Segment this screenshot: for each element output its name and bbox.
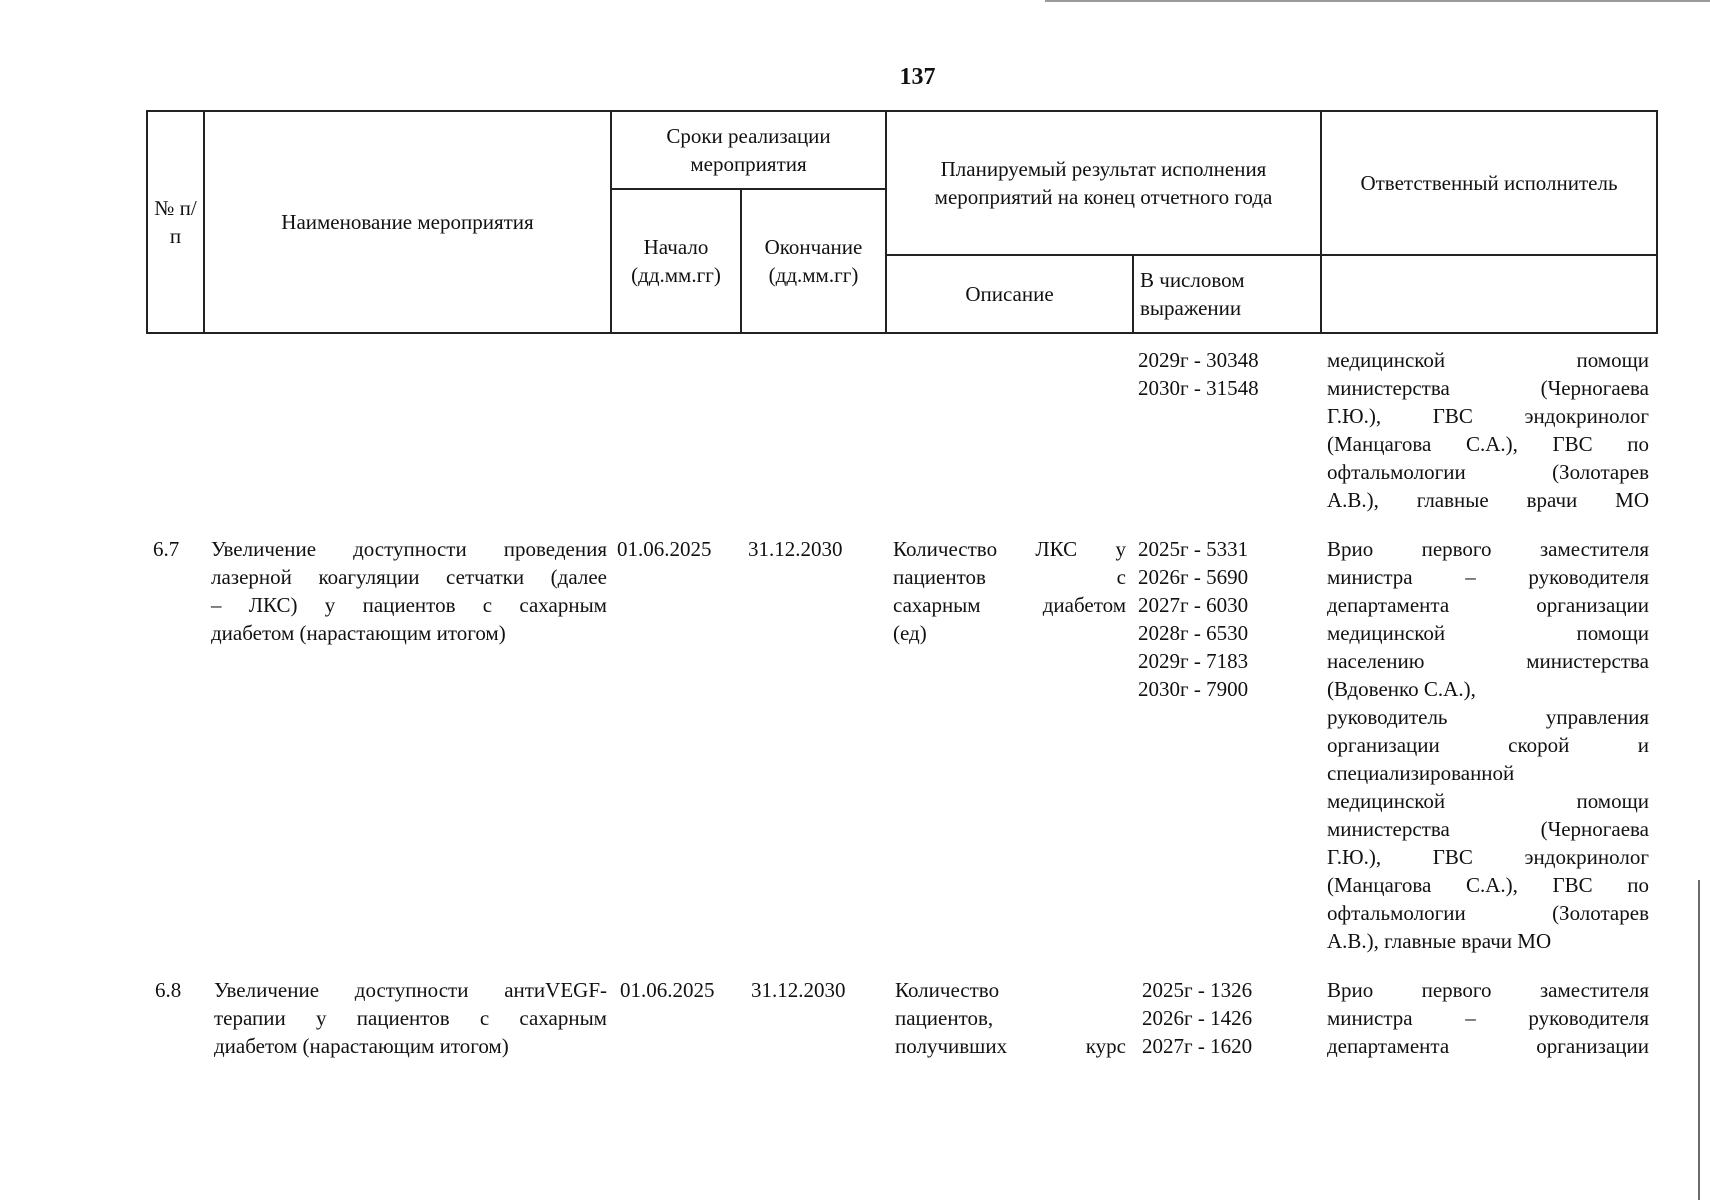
- value-line: 2025г - 5331: [1138, 537, 1249, 561]
- responsible-line: медицинской помощи: [1327, 348, 1649, 372]
- desc-line: пациентов с: [893, 565, 1126, 589]
- continuation-values: [1138, 346, 1259, 402]
- responsible-line: населению министерства: [1327, 649, 1649, 673]
- name-line: диабетом (нарастающим итогом): [211, 621, 506, 645]
- responsible-line: руководитель управления: [1327, 705, 1649, 729]
- continuation-responsible: [1327, 346, 1649, 514]
- value-line: 2026г - 1426: [1142, 1006, 1253, 1030]
- name-line: Увеличение доступности проведения: [211, 537, 607, 561]
- responsible-line: медицинской помощи: [1327, 621, 1649, 645]
- name-line: Увеличение доступности антиVEGF-: [214, 978, 607, 1002]
- desc-line: пациентов,: [895, 1006, 994, 1030]
- desc-line: Количество ЛКС у: [893, 537, 1126, 561]
- header-empty-cell: [1321, 255, 1657, 333]
- responsible-line: департамента организации: [1327, 593, 1649, 617]
- desc-line: сахарным диабетом: [893, 593, 1126, 617]
- row-6-7-responsible: [1327, 535, 1649, 955]
- responsible-line: департамента организации: [1327, 1034, 1649, 1058]
- value-line: 2025г - 1326: [1142, 978, 1253, 1002]
- row-6-8-name: [214, 976, 607, 1060]
- table-header: [146, 110, 1658, 334]
- value-line: 2030г - 31548: [1138, 376, 1259, 400]
- name-line: – ЛКС) у пациентов с сахарным: [211, 593, 607, 617]
- responsible-line: министерства (Черногаева: [1327, 817, 1649, 841]
- name-line: лазерной коагуляции сетчатки (далее: [211, 565, 607, 589]
- value-line: 2027г - 6030: [1138, 593, 1249, 617]
- header-col-desc: Описание: [886, 255, 1133, 333]
- header-col-end: Окончание (дд.мм.гг): [741, 189, 886, 333]
- responsible-line: (Манцагова С.А.), ГВС по: [1327, 432, 1649, 456]
- desc-line: получивших курс: [895, 1034, 1126, 1058]
- header-col-result: Планируемый результат исполнения мероприятий на конец отчетного года: [886, 111, 1321, 255]
- header-col-name: Наименование мероприятия: [204, 111, 611, 333]
- responsible-line: Г.Ю.), ГВС эндокринолог: [1327, 404, 1649, 428]
- desc-line: (ед): [893, 621, 927, 645]
- row-6-7-desc: [893, 535, 1126, 647]
- responsible-line: офтальмологии (Золотарев: [1327, 901, 1649, 925]
- row-6-8-start: 01.06.2025: [620, 978, 715, 1002]
- row-6-7-name: [211, 535, 607, 647]
- responsible-line: организации скорой и: [1327, 733, 1649, 757]
- responsible-line: А.В.), главные врачи МО: [1327, 488, 1649, 512]
- responsible-line: Врио первого заместителя: [1327, 978, 1649, 1002]
- scan-right-edge: [1698, 880, 1700, 1200]
- responsible-line: офтальмологии (Золотарев: [1327, 460, 1649, 484]
- responsible-line: А.В.), главные врачи МО: [1327, 929, 1552, 953]
- value-line: 2029г - 7183: [1138, 649, 1249, 673]
- responsible-line: министерства (Черногаева: [1327, 376, 1649, 400]
- responsible-line: Врио первого заместителя: [1327, 537, 1649, 561]
- value-line: 2029г - 30348: [1138, 348, 1259, 372]
- row-6-7-start: 01.06.2025: [617, 537, 712, 561]
- responsible-line: специализированной: [1327, 761, 1515, 785]
- row-6-8-values: [1142, 976, 1252, 1060]
- responsible-line: (Манцагова С.А.), ГВС по: [1327, 873, 1649, 897]
- row-6-7-num: 6.7: [153, 537, 180, 561]
- row-6-7-values: [1138, 535, 1248, 703]
- responsible-line: министра – руководителя: [1327, 1006, 1649, 1030]
- responsible-line: медицинской помощи: [1327, 789, 1649, 813]
- header-col-num: № п/п: [147, 111, 204, 333]
- row-6-8-end: 31.12.2030: [751, 978, 846, 1002]
- value-line: 2028г - 6530: [1138, 621, 1249, 645]
- responsible-line: министра – руководителя: [1327, 565, 1649, 589]
- scan-top-rule: [1045, 0, 1710, 2]
- header-col-numeric: В числовом выражении: [1133, 255, 1321, 333]
- desc-line: Количество: [895, 978, 1000, 1002]
- value-line: 2027г - 1620: [1142, 1034, 1253, 1058]
- page-number: 137: [899, 64, 936, 90]
- row-6-8-num: 6.8: [155, 978, 182, 1002]
- header-col-responsible: Ответственный исполнитель: [1321, 111, 1657, 255]
- value-line: 2030г - 7900: [1138, 677, 1249, 701]
- responsible-line: (Вдовенко С.А.),: [1327, 677, 1476, 701]
- header-col-start: Начало (дд.мм.гг): [611, 189, 741, 333]
- name-line: диабетом (нарастающим итогом): [214, 1034, 509, 1058]
- row-6-7-end: 31.12.2030: [748, 537, 843, 561]
- name-line: терапии у пациентов с сахарным: [214, 1006, 607, 1030]
- row-6-8-responsible: [1327, 976, 1649, 1060]
- responsible-line: Г.Ю.), ГВС эндокринолог: [1327, 845, 1649, 869]
- row-6-8-desc: [895, 976, 1126, 1060]
- header-col-period: Сроки реализации мероприятия: [611, 111, 886, 189]
- value-line: 2026г - 5690: [1138, 565, 1249, 589]
